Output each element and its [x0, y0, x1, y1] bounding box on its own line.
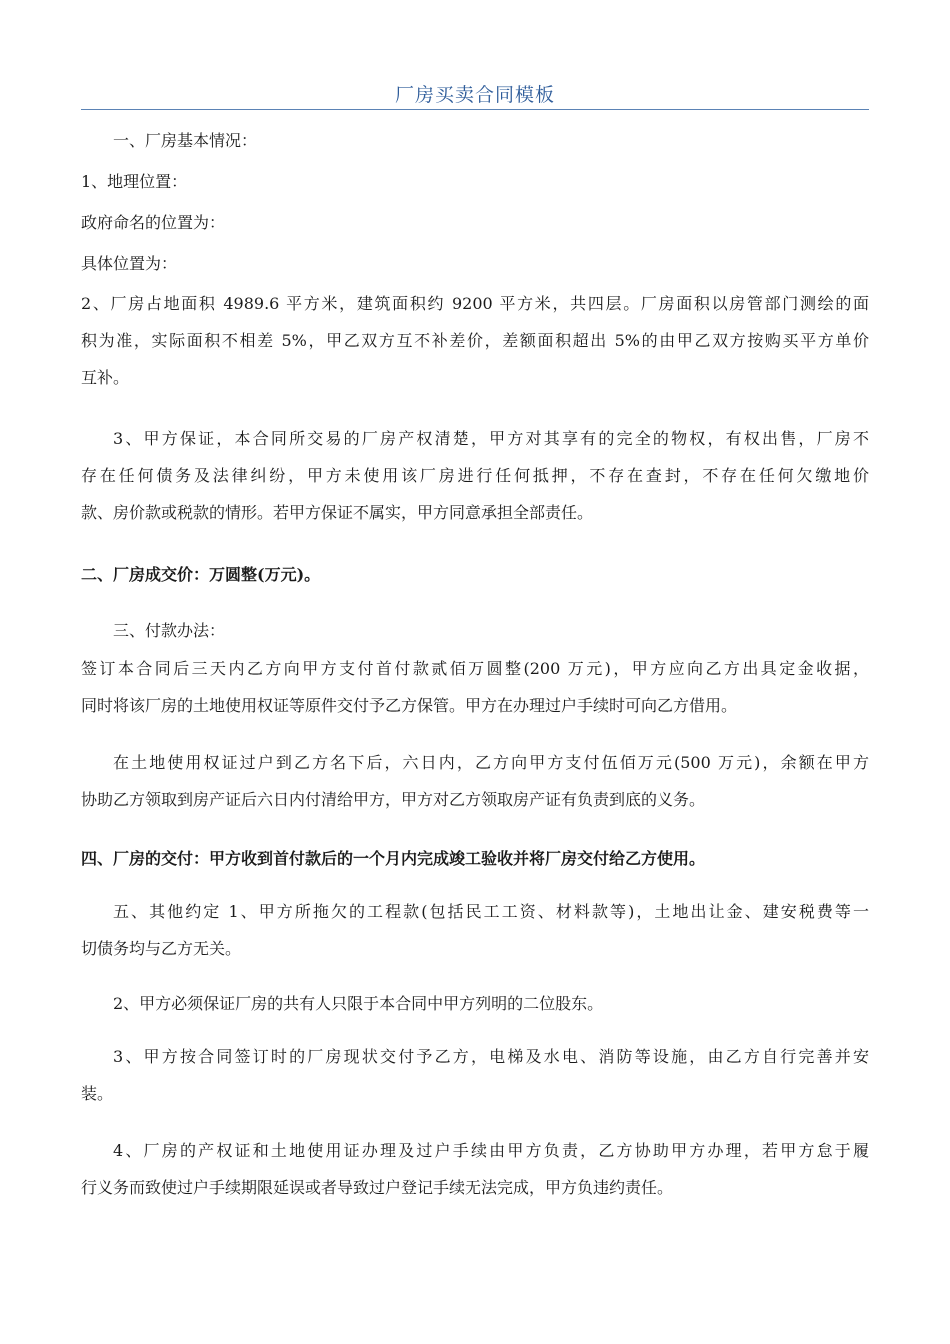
section-1-item-3-line: 款、房价款或税款的情形。若甲方保证不属实，甲方同意承担全部责任。	[81, 503, 594, 522]
document-title: 厂房买卖合同模板	[394, 84, 555, 106]
section-3-paragraph-2-line: 协助乙方领取到房产证后六日内付清给甲方，甲方对乙方领取房产证有负责到底的义务。	[81, 790, 706, 809]
title-underline	[81, 109, 869, 110]
section-4-heading: 四、厂房的交付：甲方收到首付款后的一个月内完成竣工验收并将厂房交付给乙方使用。	[81, 849, 706, 868]
section-1-item-3-line: 存在任何债务及法律纠纷，甲方未使用该厂房进行任何抵押，不存在查封，不存在任何欠缴地价	[81, 466, 869, 485]
section-5-item-1	[81, 893, 869, 967]
government-location-line: 政府命名的位置为：	[81, 213, 226, 232]
section-5-item-3-line: 装。	[81, 1084, 114, 1103]
section-5-item-1-line: 五、其他约定 1、甲方所拖欠的工程款(包括民工工资、材料款等)，土地出让金、建安税费等一	[113, 902, 869, 921]
section-1-item-2-line: 积为准，实际面积不相差 5%，甲乙双方互不补差价，差额面积超出 5%的由甲乙双方按购买平方单价	[81, 331, 869, 350]
specific-location-line: 具体位置为：	[81, 254, 178, 273]
section-1-heading: 一、厂房基本情况：	[113, 131, 258, 150]
section-5-item-3-line: 3、甲方按合同签订时的厂房现状交付予乙方，电梯及水电、消防等设施，由乙方自行完善并安	[113, 1047, 869, 1066]
section-3-paragraph-1-line: 签订本合同后三天内乙方向甲方支付首付款贰佰万圆整(200 万元)，甲方应向乙方出具定金收据，	[81, 659, 869, 678]
section-5-item-4	[81, 1132, 869, 1206]
section-5-item-4-line: 4、厂房的产权证和土地使用证办理及过户手续由甲方负责，乙方协助甲方办理，若甲方怠于履	[113, 1141, 869, 1160]
section-1-item-3-line: 3、甲方保证，本合同所交易的厂房产权清楚，甲方对其享有的完全的物权，有权出售，厂房不	[113, 429, 869, 448]
section-5-item-1-line: 切债务均与乙方无关。	[81, 939, 242, 958]
section-1-item-2	[81, 285, 869, 396]
section-3-paragraph-1-line: 同时将该厂房的土地使用权证等原件交付予乙方保管。甲方在办理过户手续时可向乙方借用。	[81, 696, 738, 715]
section-1-item-2-line: 互补。	[81, 368, 130, 387]
section-5-item-4-line: 行义务而致使过户手续期限延误或者导致过户登记手续无法完成，甲方负违约责任。	[81, 1178, 674, 1197]
section-3-paragraph-2	[81, 744, 869, 818]
section-2-heading: 二、厂房成交价：万圆整(万元)。	[81, 565, 321, 584]
section-5-item-3	[81, 1038, 869, 1112]
section-1-item-1: 1、地理位置：	[81, 172, 188, 191]
section-3-heading: 三、付款办法：	[113, 621, 226, 640]
section-1-item-3	[81, 420, 869, 531]
section-3-paragraph-2-line: 在土地使用权证过户到乙方名下后，六日内，乙方向甲方支付伍佰万元(500 万元)，余额在甲方	[113, 753, 869, 772]
section-3-paragraph-1	[81, 650, 869, 724]
section-5-item-2: 2、甲方必须保证厂房的共有人只限于本合同中甲方列明的二位股东。	[113, 994, 604, 1013]
section-1-item-2-line: 2、厂房占地面积 4989.6 平方米，建筑面积约 9200 平方米，共四层。厂房面积以房管部门测绘的面	[81, 294, 869, 313]
